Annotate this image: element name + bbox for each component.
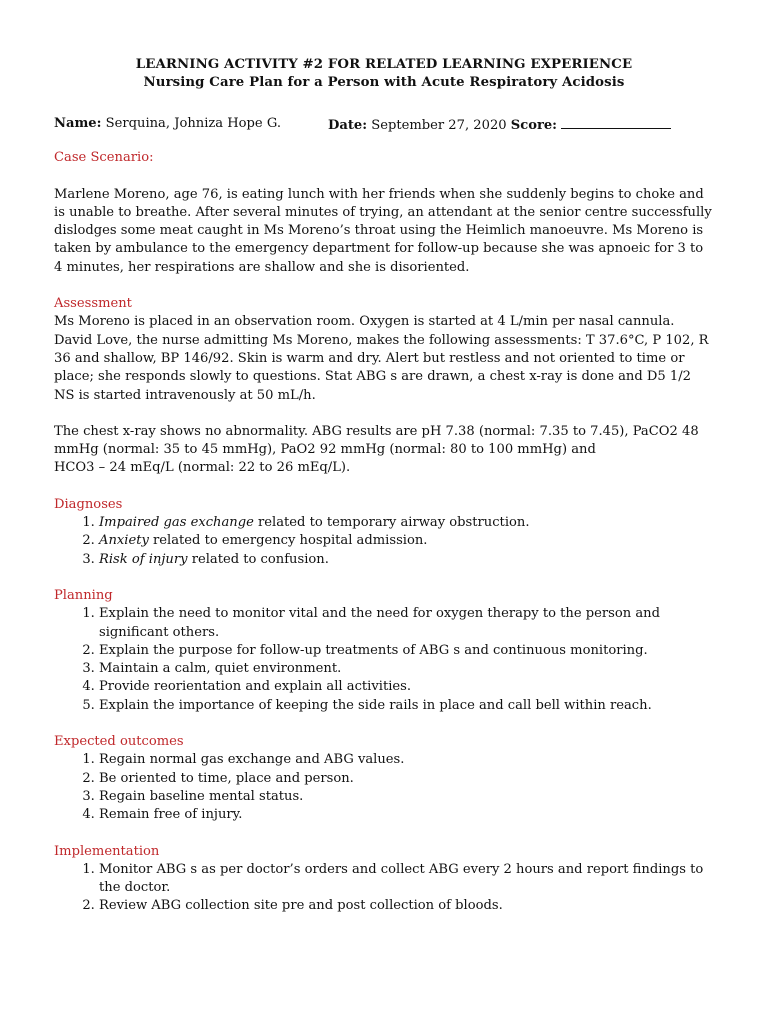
- assessment-heading: Assessment: [54, 296, 132, 312]
- diagnosis-text: related to confusion.: [187, 551, 329, 567]
- implementation-heading: Implementation: [54, 843, 160, 859]
- list-item: 4. Provide reorientation and explain all activities.: [99, 678, 714, 696]
- expected-outcomes-list: [54, 751, 714, 824]
- planning-list: [54, 605, 714, 715]
- implementation-list: [54, 861, 714, 916]
- diagnosis-term: Risk of injury: [99, 551, 188, 567]
- date-label: Date:: [328, 118, 368, 133]
- assessment-paragraph-1: Ms Moreno is placed in an observation room. Oxygen is started at 4 L/min per nasal cannula. David Love, the nurse admitting Ms Moreno, makes the following assessments: T 37.6°C, P 102, R 36 and shallow, BP 146/92. Skin is warm and dry. Alert but restless and not oriented to time or place; she responds slowly to questions. Stat ABG s are drawn, a chest x-ray is done and D5 1/2 NS is started intravenously at 50 mL/h.: [54, 314, 709, 403]
- list-item: 3. Maintain a calm, quiet environment.: [99, 660, 714, 678]
- planning-heading: Planning: [54, 587, 113, 603]
- list-item: [99, 532, 714, 550]
- name-label: Name:: [54, 116, 102, 131]
- list-item: 1. Monitor ABG s as per doctor’s orders and collect ABG every 2 hours and report findings to the doctor.: [99, 861, 714, 898]
- list-item: 5. Explain the importance of keeping the side rails in place and call bell within reach.: [99, 697, 714, 715]
- document-page: [54, 56, 714, 916]
- score-blank-line: [561, 115, 671, 129]
- assessment-paragraph-2: The chest x-ray shows no abnormality. ABG results are pH 7.38 (normal: 7.35 to 7.45), PaCO2 48 mmHg (normal: 35 to 45 mmHg), PaO2 92 mmHg (normal: 80 to 100 mmHg) and: [54, 423, 699, 458]
- diagnosis-term: Impaired gas exchange: [99, 515, 254, 531]
- list-item: [99, 514, 714, 532]
- score-label: Score:: [510, 118, 558, 133]
- diagnosis-text: related to temporary airway obstruction.: [253, 515, 530, 531]
- list-item: 2. Explain the purpose for follow-up treatments of ABG s and continuous monitoring.: [99, 642, 714, 660]
- name-field: [54, 115, 328, 135]
- date-value: September 27, 2020: [367, 118, 511, 133]
- document-title: [54, 56, 714, 92]
- list-item: [99, 551, 714, 569]
- case-scenario-text: Marlene Moreno, age 76, is eating lunch with her friends when she suddenly begins to choke and is unable to breathe. After several minutes of trying, an attendant at the senior centre successfully dislodges some meat caught in Ms Moreno’s throat using the Heimlich manoeuvre. Ms Moreno is taken by ambulance to the emergency department for follow-up because she was apnoeic for 3 to 4 minutes, her respirations are shallow and she is disoriented.: [54, 186, 712, 275]
- diagnosis-text: related to emergency hospital admission.: [148, 533, 428, 549]
- list-item: 1. Regain normal gas exchange and ABG values.: [99, 751, 714, 769]
- list-item: 3. Regain baseline mental status.: [99, 788, 714, 806]
- diagnoses-heading: Diagnoses: [54, 496, 123, 512]
- list-item: 2. Review ABG collection site pre and post collection of bloods.: [99, 897, 714, 915]
- title-line-2: Nursing Care Plan for a Person with Acute Respiratory Acidosis: [143, 75, 625, 90]
- name-value: Serquina, Johniza Hope G.: [101, 116, 281, 131]
- student-info: [54, 115, 714, 135]
- list-item: 1. Explain the need to monitor vital and the need for oxygen therapy to the person and significant others.: [99, 605, 714, 642]
- assessment-paragraph-2-line-2: HCO3 – 24 mEq/L (normal: 22 to 26 mEq/L).: [54, 460, 351, 476]
- title-line-1: LEARNING ACTIVITY #2 FOR RELATED LEARNING EXPERIENCE: [135, 57, 633, 72]
- diagnoses-list: [54, 514, 714, 569]
- expected-outcomes-heading: Expected outcomes: [54, 734, 184, 750]
- list-item: 2. Be oriented to time, place and person.: [99, 770, 714, 788]
- diagnosis-term: Anxiety: [99, 533, 149, 549]
- list-item: 4. Remain free of injury.: [99, 806, 714, 824]
- date-score-field: [328, 115, 671, 135]
- case-scenario-heading: Case Scenario:: [54, 150, 154, 166]
